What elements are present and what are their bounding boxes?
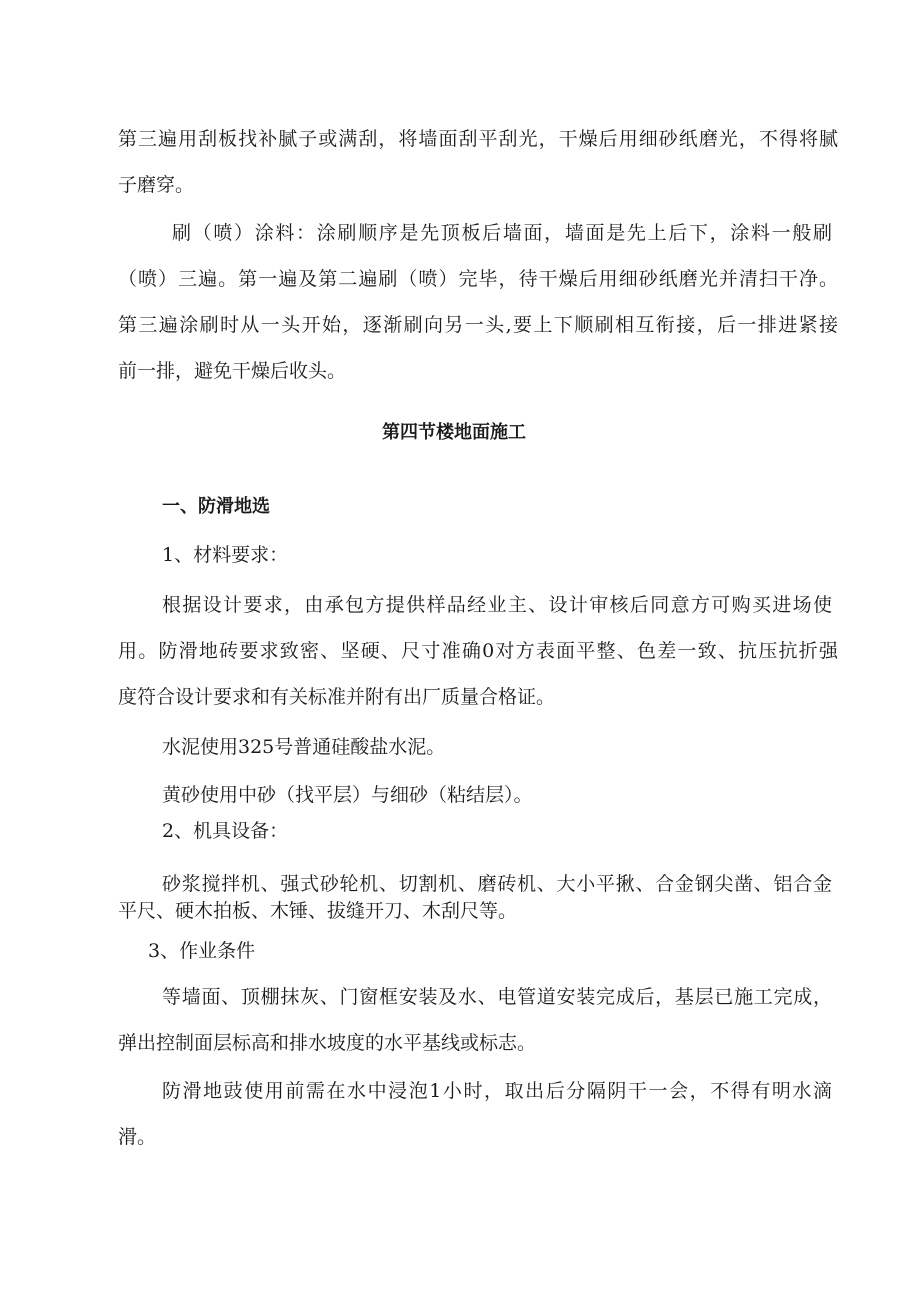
paragraph-line: 弹出控制面层标高和排水坡度的水平基线或标志。	[118, 1032, 537, 1054]
paragraph-line: 根据设计要求，由承包方提供样品经业主、设计审核后同意方可购买进场使	[162, 594, 832, 616]
paragraph-line: 子磨穿。	[118, 174, 195, 196]
paragraph-line: 第三遍用刮板找补腻子或满刮，将墙面刮平刮光，干燥后用细砂纸磨光，不得将腻	[118, 128, 838, 150]
paragraph-line: （喷）三遍。第一遍及第二遍刷（喷）完毕，待干燥后用细砂纸磨光并清扫干净。	[118, 268, 838, 290]
list-item-heading: 1、材料要求：	[162, 544, 289, 566]
paragraph-line: 前一排，避免干燥后收头。	[118, 360, 347, 382]
paragraph-line: 滑。	[118, 1126, 157, 1148]
list-item-heading: 3、作业条件	[148, 940, 256, 962]
paragraph-line: 用。防滑地砖要求致密、坚硬、尺寸准确0对方表面平整、色差一致、抗压抗折强	[118, 640, 838, 662]
paragraph-line: 第三遍涂刷时从一头开始，逐渐刷向另一头,要上下顺刷相互衔接，后一排进紧接	[118, 314, 838, 336]
paragraph-line: 砂浆搅拌机、强式砂轮机、切割机、磨砖机、大小平揪、合金钢尖凿、铝合金	[162, 873, 832, 895]
paragraph-line: 度符合设计要求和有关标准并附有出厂质量合格证。	[118, 686, 556, 708]
paragraph-line: 等墙面、顶棚抹灰、门窗框安装及水、电管道安装完成后，基层已施工完成，	[162, 986, 832, 1008]
subsection-title: 一、防滑地选	[162, 496, 270, 517]
paragraph-line: 刷（喷）涂料：涂刷顺序是先顶板后墙面，墙面是先上后下，涂料一般刷	[172, 222, 832, 244]
list-item-heading: 2、机具设备：	[162, 820, 289, 842]
paragraph-line: 黄砂使用中砂（找平层）与细砂（粘结层）。	[162, 784, 533, 806]
paragraph-line: 防滑地豉使用前需在水中浸泡1小时，取出后分隔阴干一会，不得有明水滴	[162, 1080, 832, 1102]
paragraph-line: 水泥使用325号普通硅酸盐水泥。	[162, 736, 446, 758]
section-title: 第四节楼地面施工	[382, 422, 526, 443]
paragraph-line: 平尺、硬木拍板、木锤、拔缝开刀、木刮尺等。	[118, 900, 518, 922]
